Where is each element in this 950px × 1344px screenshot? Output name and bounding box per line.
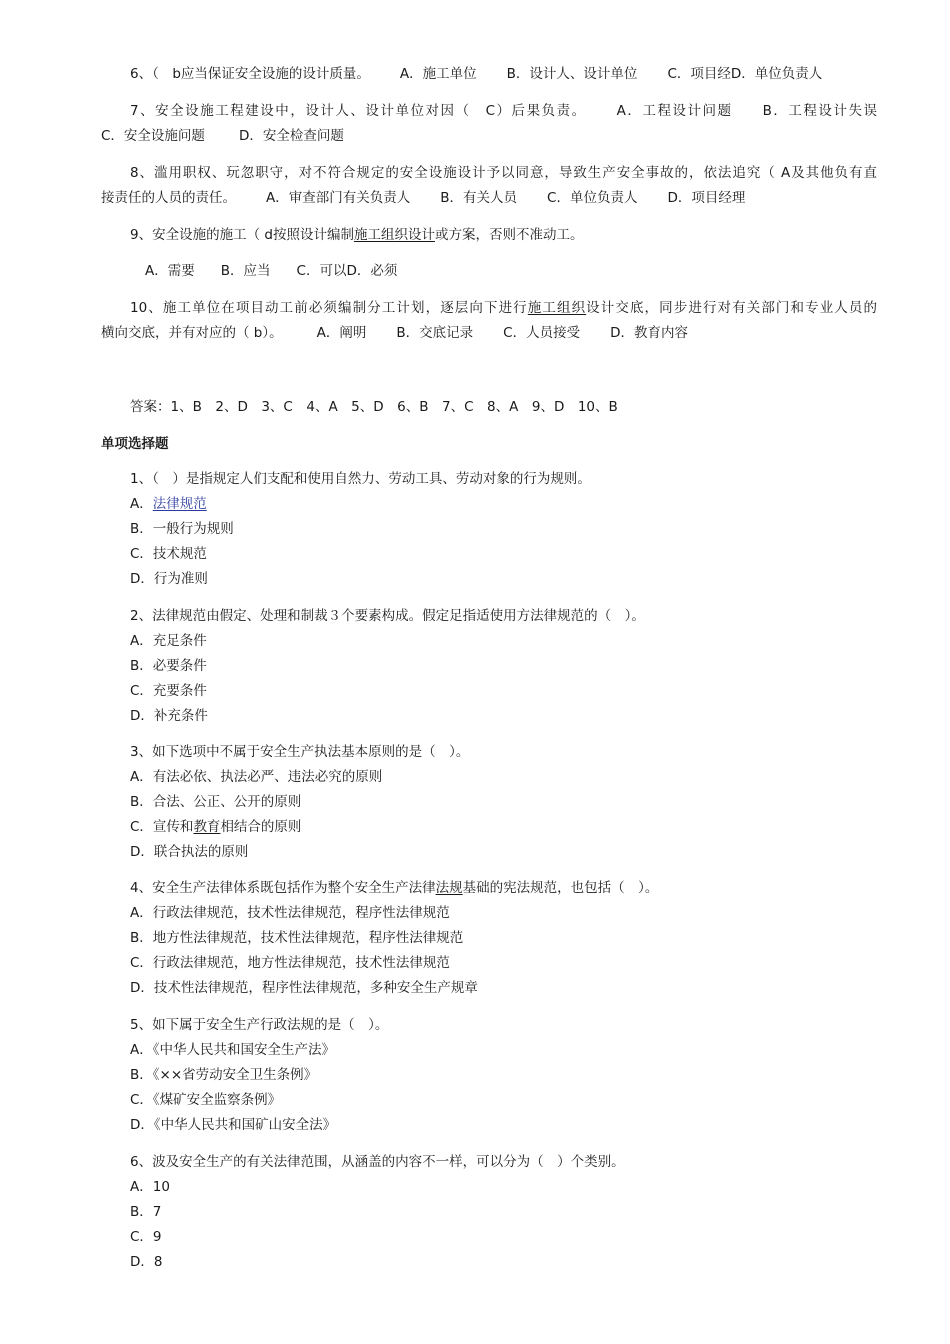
option-a: A．施工单位: [399, 66, 477, 82]
question-6-option-b: B．7: [130, 1204, 162, 1220]
question-text: 6、（ b应当保证安全设施的设计质量。: [130, 66, 370, 82]
prev-question-9: [101, 222, 877, 248]
education-link[interactable]: 教育: [193, 819, 221, 835]
option-b: B．设计人、设计单位: [506, 66, 638, 82]
prev-question-6: [101, 61, 877, 87]
question-4-option-a: A．行政法律规范，技术性法律规范，程序性法律规范: [130, 905, 450, 921]
question-text-tail: 设计交底，同步进行对有关部门和专业人员的: [586, 300, 878, 316]
question-4-option-b: B．地方性法律规范，技术性法律规范，程序性法律规范: [130, 930, 464, 946]
question-5-option-c: C．《煤矿安全监察条例》: [130, 1092, 282, 1108]
question-2-option-c: C．充要条件: [130, 683, 207, 699]
question-5-option-b: B．《××省劳动安全卫生条例》: [130, 1067, 318, 1083]
question-1-stem: 1、（ ）是指规定人们支配和使用自然力、劳动工具、劳动对象的行为规则。: [130, 471, 591, 487]
question-6-option-c: C．9: [130, 1229, 162, 1245]
question-1-option-b: B．一般行为规则: [130, 521, 234, 537]
option-d: D．项目经理: [667, 190, 746, 206]
option-c: C．项目经: [667, 66, 731, 82]
question-1-option-d: D．行为准则: [130, 571, 208, 587]
question-5-stem: 5、如下属于安全生产行政法规的是（ ）。: [130, 1017, 389, 1033]
option-b: B．交底记录: [396, 325, 474, 341]
option-c: C．安全设施问题: [101, 128, 205, 144]
option-text-tail: 相结合的原则: [220, 819, 302, 835]
prev-question-10-line2: [101, 320, 877, 346]
option-a: A．需要: [145, 263, 195, 279]
question-3-stem: 3、如下选项中不属于安全生产执法基本原则的是（ ）。: [130, 744, 470, 760]
stem-text-tail: 基础的宪法规范，也包括（ ）。: [462, 880, 659, 896]
prev-question-8-line1: 8、滥用职权、玩忽职守，对不符合规定的安全设施设计予以同意，导致生产安全事故的，依法追究（ A及其他负有直: [130, 165, 877, 181]
question-3-option-b: B．合法、公正、公开的原则: [130, 794, 302, 810]
prev-question-8-line2: [101, 185, 877, 211]
question-text-tail: 或方案，否则不准动工。: [434, 227, 584, 243]
option-d: D．安全检查问题: [238, 128, 344, 144]
question-text: 10、施工单位在项目动工前必须编制分工计划，逐层向下进行: [130, 300, 528, 316]
question-2-stem: 2、法律规范由假定、处理和制裁３个要素构成。假定足指适使用方法律规范的（ ）。: [130, 608, 645, 624]
question-3-option-a: A．有法必依、执法必严、违法必究的原则: [130, 769, 383, 785]
question-3-option-d: D．联合执法的原则: [130, 844, 249, 860]
question-text: 9、安全设施的施工（ d按照设计编制: [130, 227, 354, 243]
option-a: A．阐明: [316, 325, 367, 341]
section-title: 单项选择题: [101, 436, 169, 452]
option-c: C．单位负责人: [547, 190, 638, 206]
option-b: B．应当: [220, 263, 271, 279]
question-5-option-a: A．《中华人民共和国安全生产法》: [130, 1042, 335, 1058]
prev-question-7-line2: [101, 123, 877, 149]
construction-organization-link[interactable]: 施工组织: [527, 300, 587, 316]
prev-question-9-options: [145, 258, 921, 284]
construction-design-link[interactable]: 施工组织设计: [353, 227, 435, 243]
law-norm-link[interactable]: 法律规范: [152, 496, 207, 512]
option-c: C．人员接受: [503, 325, 581, 341]
option-a: A．工程设计问题: [616, 103, 733, 119]
question-text: 横向交底，并有对应的（ b）。: [101, 325, 283, 341]
option-b: B．工程设计失误: [762, 103, 877, 119]
option-d: D．必须: [346, 263, 398, 279]
question-6-option-d: D．8: [130, 1254, 163, 1270]
question-5-option-d: D．《中华人民共和国矿山安全法》: [130, 1117, 337, 1133]
option-d: D．单位负责人: [730, 66, 823, 82]
question-1-option-c: C．技术规范: [130, 546, 207, 562]
stem-text: 4、安全生产法律体系既包括作为整个安全生产法律: [130, 880, 436, 896]
question-4-stem: [130, 876, 658, 901]
option-text: C．宣传和: [130, 819, 194, 835]
prev-question-10-line1: [101, 295, 877, 321]
option-letter: A．: [130, 496, 153, 512]
question-1-option-a: [130, 492, 207, 517]
question-6-option-a: A．10: [130, 1179, 170, 1195]
prev-question-7-line1: [101, 98, 877, 124]
question-2-option-d: D．补充条件: [130, 708, 208, 724]
option-a: A．审查部门有关负责人: [266, 190, 411, 206]
answer-key: 答案：1、B 2、D 3、C 4、A 5、D 6、B 7、C 8、A 9、D 10、B: [130, 399, 618, 415]
question-6-stem: 6、波及安全生产的有关法律范围，从涵盖的内容不一样，可以分为（ ）个类别。: [130, 1154, 625, 1170]
question-4-option-d: D．技术性法律规范，程序性法律规范，多种安全生产规章: [130, 980, 478, 996]
option-b: B．有关人员: [440, 190, 518, 206]
question-2-option-b: B．必要条件: [130, 658, 207, 674]
question-text: 7、安全设施工程建设中，设计人、设计单位对因（ C）后果负责。: [130, 103, 587, 119]
question-text: 接责任的人员的责任。: [101, 190, 236, 206]
question-4-option-c: C．行政法律规范，地方性法律规范，技术性法律规范: [130, 955, 450, 971]
regulations-link[interactable]: 法规: [435, 880, 463, 896]
option-c: C．可以: [296, 263, 347, 279]
option-d: D．教育内容: [610, 325, 688, 341]
question-3-option-c: [130, 815, 301, 840]
question-2-option-a: A．充足条件: [130, 633, 207, 649]
